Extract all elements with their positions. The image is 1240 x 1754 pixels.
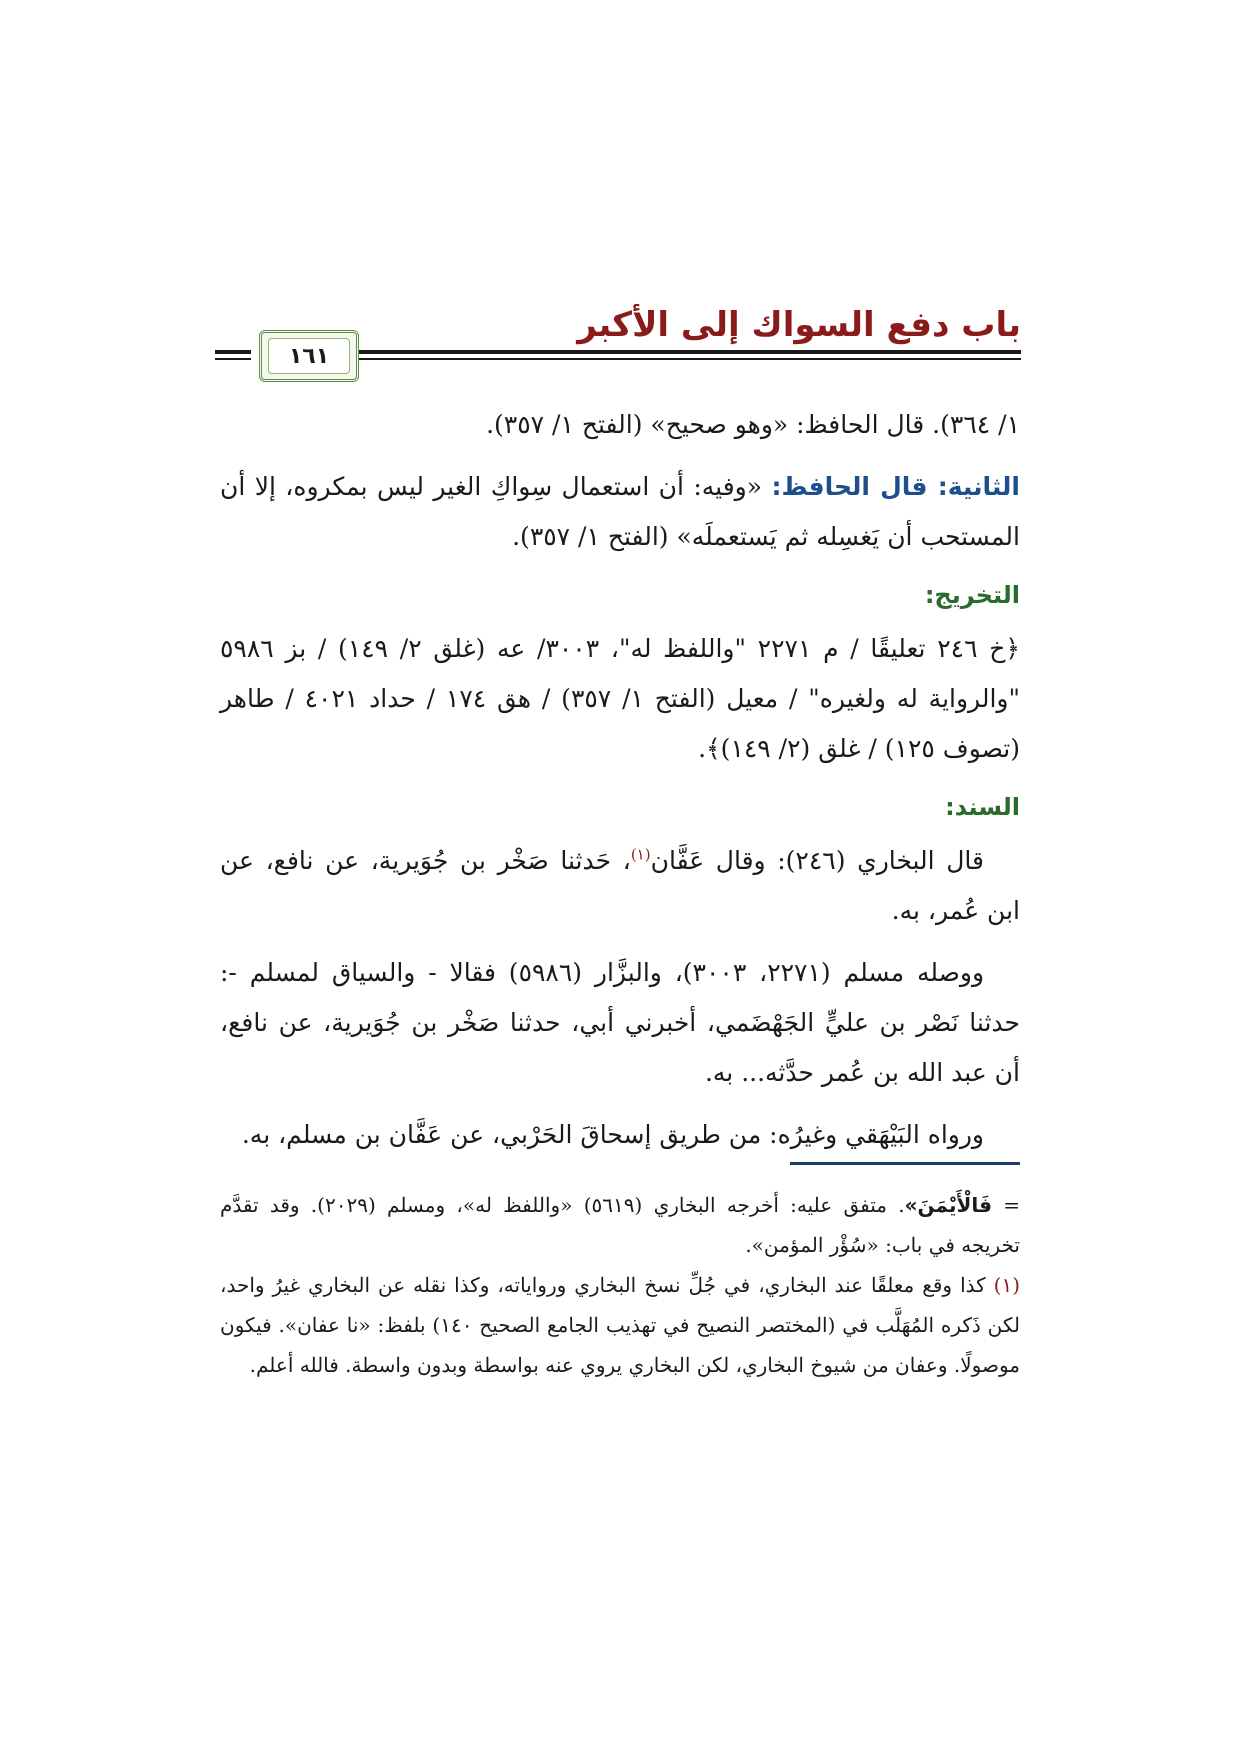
- header-rule-left-thin: [215, 358, 251, 360]
- main-text: [220, 400, 1020, 1160]
- header-rule-thin: [321, 358, 1021, 360]
- takhrij-paragraph: ﴿خ ٢٤٦ تعليقًا / م ٢٢٧١ "واللفظ له"، ٣٠٠٣/ عه (غلق ٢/ ١٤٩) / بز ٥٩٨٦ "والرواية له ولغيره" / معيل (الفتح ١/ ٣٥٧) / هق ١٧٤ / حداد ٤٠٢١ / طاهر (تصوف ١٢٥) / غلق (٢/ ١٤٩)﴾.: [220, 634, 1021, 763]
- header-rule-left-thick: [215, 350, 251, 354]
- sanad-paragraph-3: ورواه البَيْهَقي وغيرُه: من طريق إسحاقَ الحَرْبي، عن عَفَّان بن مسلم، به.: [241, 1120, 984, 1149]
- footnote-1-number: (١): [993, 1273, 1020, 1297]
- footnote-cont-prefix: =: [991, 1193, 1020, 1217]
- footnote-separator: [790, 1162, 1020, 1165]
- takhrij-heading: التخريج:: [924, 581, 1020, 609]
- footnotes: [220, 1185, 1020, 1385]
- footnote-1: [220, 1265, 1020, 1385]
- chapter-title: باب دفع السواك إلى الأكبر: [577, 305, 1021, 345]
- second-point-lead: الثانية: قال الحافظ:: [771, 472, 1021, 501]
- second-point-text: «وفيه: أن استعمال سِواكِ الغير ليس بمكروه، إلا أن المستحب أن يَغسِله ثم يَستعملَه» (الفتح ١/ ٣٥٧).: [220, 472, 1020, 551]
- sanad-heading: السند:: [945, 793, 1020, 821]
- page-number-frame: [268, 338, 350, 374]
- sanad-p1-end: ، حَدثنا صَخْر بن جُوَيرية، عن نافع، عن ابن عُمر، به.: [220, 846, 1020, 925]
- footnote-cont-text: . متفق عليه: أخرجه البخاري (٥٦١٩) «واللفظ له»، ومسلم (٢٠٢٩). وقد تقدَّم تخريجه في باب: «سُؤْر المؤمن».: [220, 1193, 1020, 1257]
- footnote-ref-1[interactable]: (١): [630, 845, 651, 864]
- footnote-continuation: [220, 1185, 1020, 1265]
- paragraph-continuation: ١/ ٣٦٤). قال الحافظ: «وهو صحيح» (الفتح ١/ ٣٥٧).: [486, 410, 1020, 439]
- paragraph-second-point: [220, 462, 1020, 562]
- sanad-paragraph-2: ووصله مسلم (٢٢٧١، ٣٠٠٣)، والبزَّار (٥٩٨٦) فقالا - والسياق لمسلم -: حدثنا نَصْر بن عليٍّ الجَهْضَمي، أخبرني أبي، حدثنا صَخْر بن جُوَيرية، عن نافع، أن عبد الله بن عُمر حدَّثه... به.: [220, 958, 1020, 1087]
- page-header: [215, 300, 1021, 390]
- page-number-badge: [259, 330, 359, 382]
- sanad-p1-start: قال البخاري (٢٤٦): وقال عَفَّان: [650, 846, 985, 875]
- footnote-cont-bold: فَالْأَيْمَنَ»: [904, 1193, 992, 1217]
- header-rule-thick: [321, 350, 1021, 354]
- page-number: ١٦١: [288, 343, 330, 369]
- footnote-1-text: كذا وقع معلقًا عند البخاري، في جُلِّ نسخ البخاري ورواياته، وكذا نقله عن البخاري غيرُ واحد، لكن ذَكره المُهَلَّب في (المختصر النصيح في تهذيب الجامع الصحيح ١٤٠) بلفظ: «نا عفان». فيكون موصولًا. وعفان من شيوخ البخاري، لكن البخاري يروي عنه بواسطة وبدون واسطة. فالله أعلم.: [220, 1273, 1020, 1377]
- sanad-paragraph-1: [220, 836, 1020, 936]
